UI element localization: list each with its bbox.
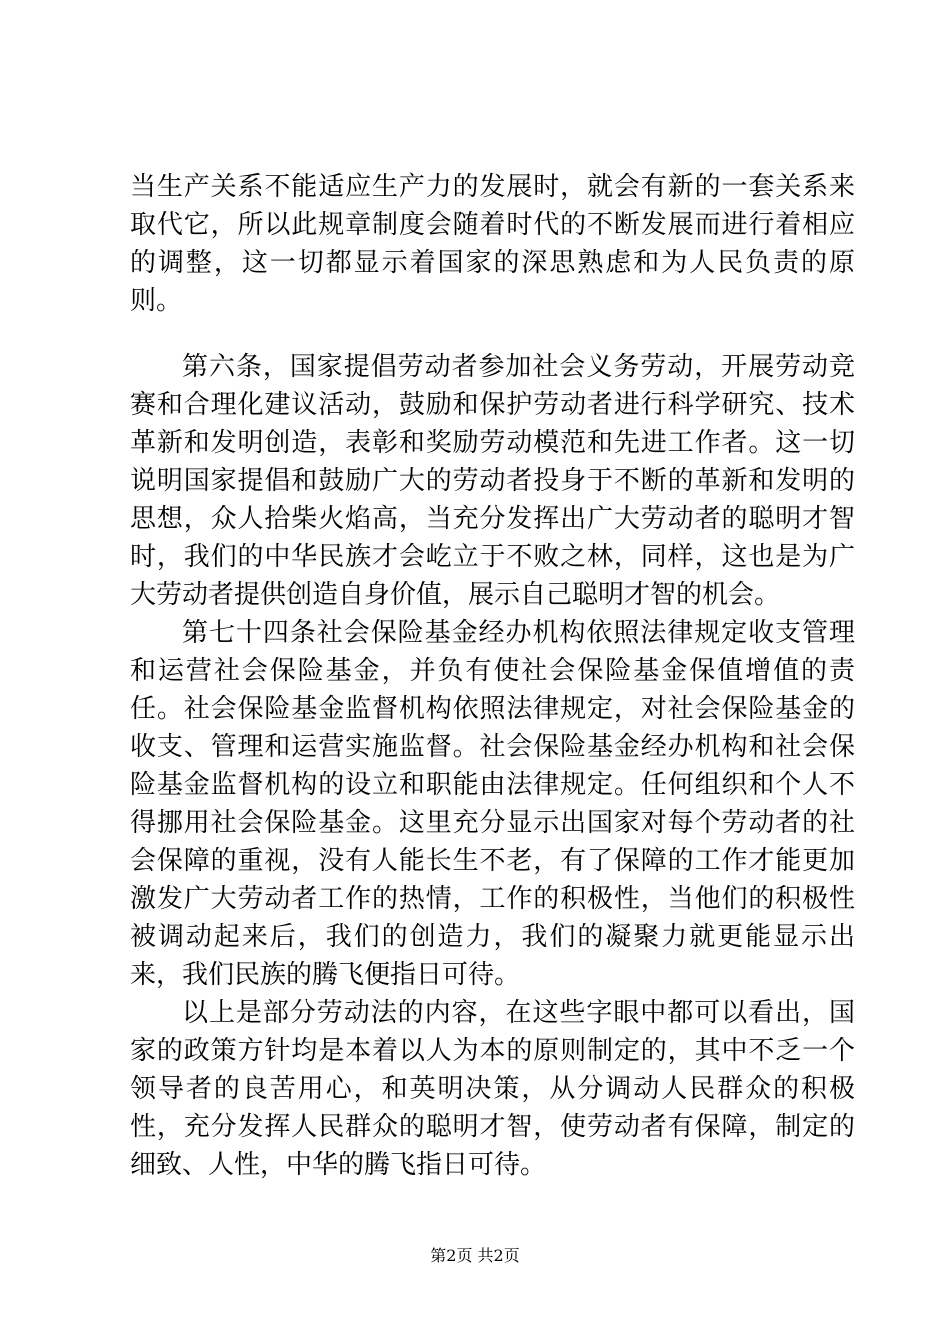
paragraph-article-74: 第七十四条社会保险基金经办机构依照法律规定收支管理和运营社会保险基金，并负有使社会保险基金保值增值的责任。社会保险基金监督机构依照法律规定，对社会保险基金的收支、管理和运营实施监督。社会保险基金经办机构和社会保险基金监督机构的设立和职能由法律规定。任何组织和个人不得挪用社会保险基金。这里充分显示出国家对每个劳动者的社会保障的重视，没有人能长生不老，有了保障的工作才能更加激发广大劳动者工作的热情，工作的积极性，当他们的积极性被调动起来后，我们的创造力，我们的凝聚力就更能显示出来，我们民族的腾飞便指日可待。 bbox=[130, 618, 855, 990]
page-number-footer: 第2页 共2页 bbox=[430, 1246, 520, 1265]
paragraph-spacer bbox=[130, 320, 855, 348]
paragraph-article-6: 第六条，国家提倡劳动者参加社会义务劳动，开展劳动竞赛和合理化建议活动，鼓励和保护劳动者进行科学研究、技术革新和发明创造，表彰和奖励劳动模范和先进工作者。这一切说明国家提倡和鼓励广大的劳动者投身于不断的革新和发明的思想，众人拾柴火焰高，当充分发挥出广大劳动者的聪明才智时，我们的中华民族才会屹立于不败之林，同样，这也是为广大劳动者提供创造自身价值，展示自己聪明才智的机会。 bbox=[130, 352, 855, 610]
document-body bbox=[130, 168, 855, 1184]
paragraph-continuation: 当生产关系不能适应生产力的发展时，就会有新的一套关系来取代它，所以此规章制度会随着时代的不断发展而进行着相应的调整，这一切都显示着国家的深思熟虑和为人民负责的原则。 bbox=[130, 172, 855, 316]
paragraph-conclusion: 以上是部分劳动法的内容，在这些字眼中都可以看出，国家的政策方针均是本着以人为本的原则制定的，其中不乏一个领导者的良苦用心，和英明决策，从分调动人民群众的积极性，充分发挥人民群众的聪明才智，使劳动者有保障，制定的细致、人性，中华的腾飞指日可待。 bbox=[130, 998, 855, 1180]
